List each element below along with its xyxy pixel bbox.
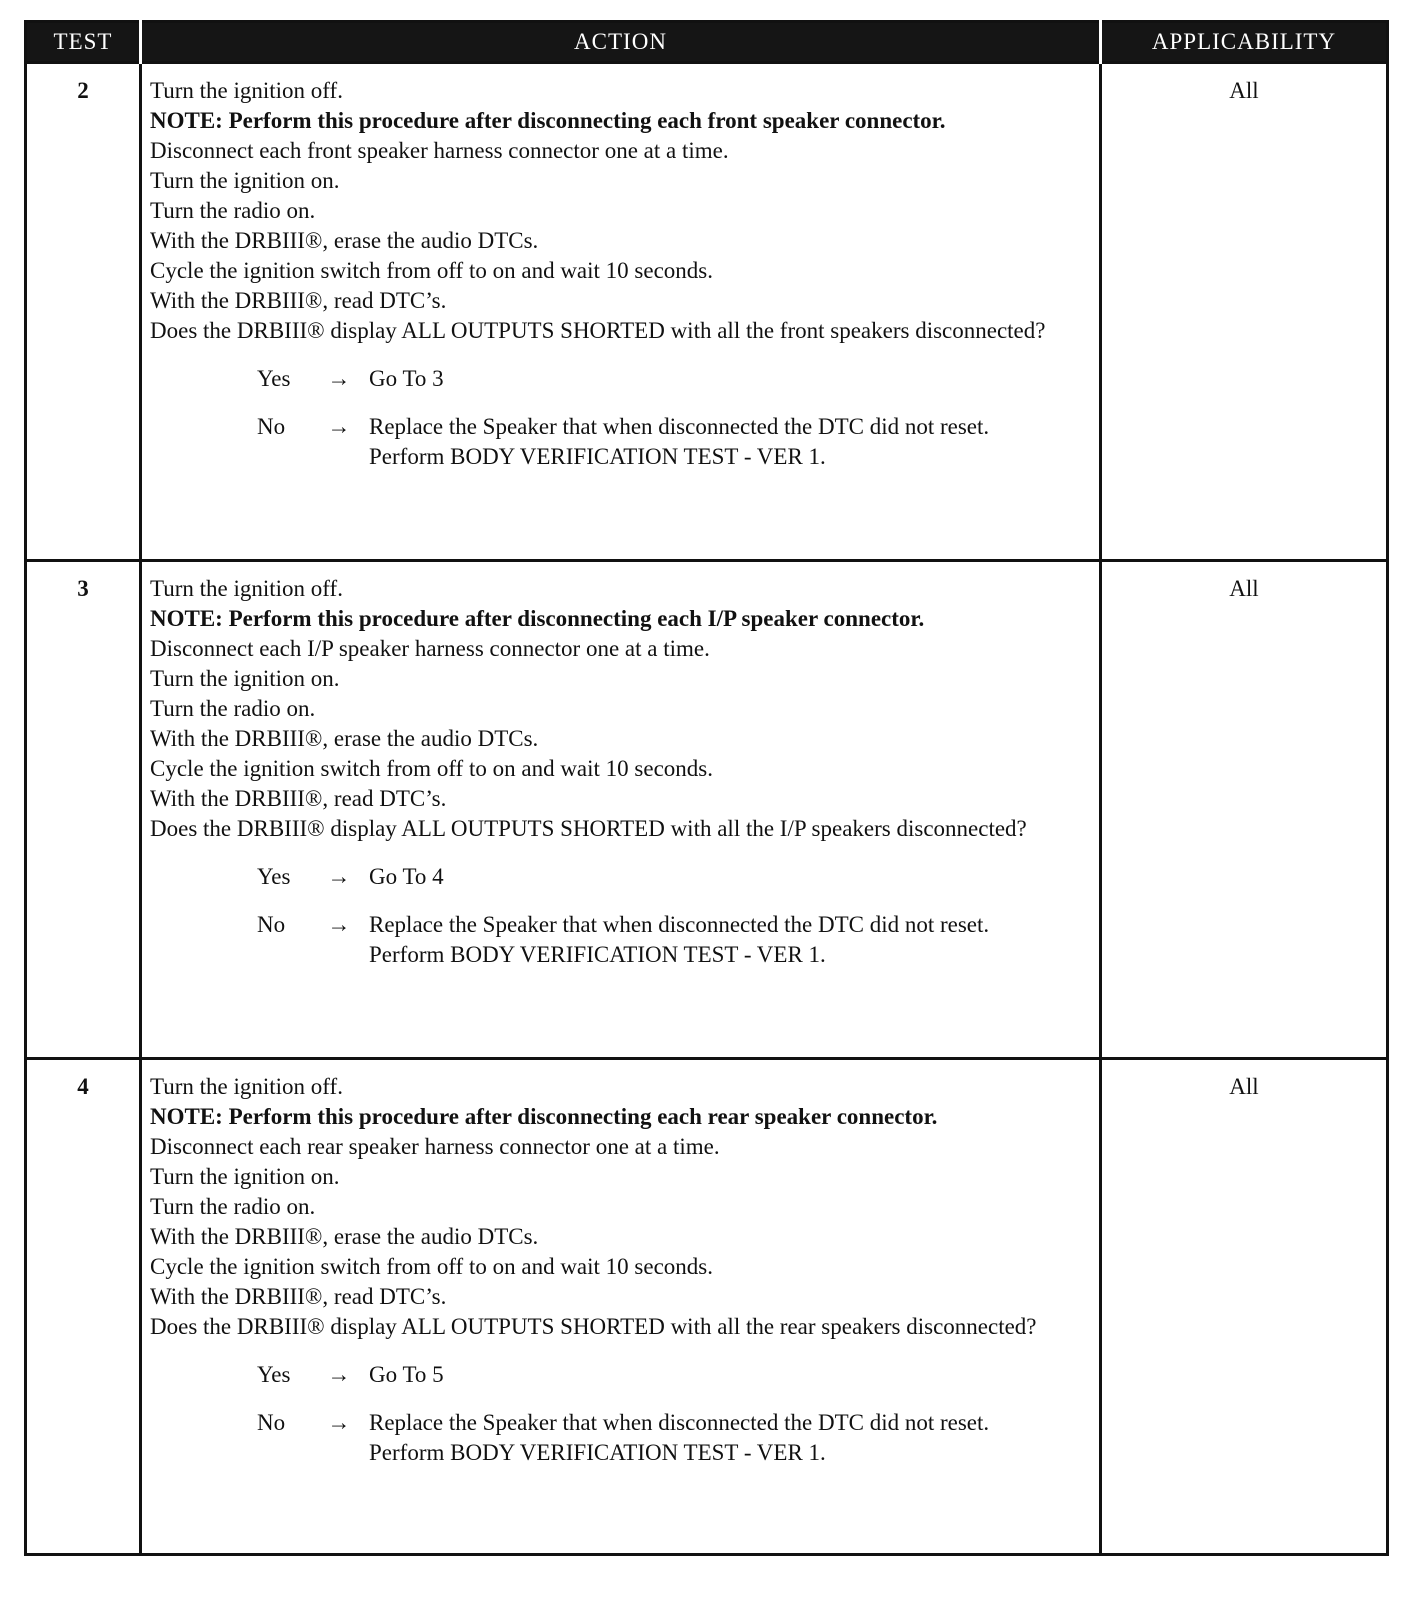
action-question: Does the DRBIII® display ALL OUTPUTS SHORTED with all the I/P speakers disconnected? xyxy=(150,816,1027,841)
outcome-text-line: Perform BODY VERIFICATION TEST - VER 1. xyxy=(369,942,826,967)
outcome-text-line: Replace the Speaker that when disconnected the DTC did not reset. xyxy=(369,414,990,439)
outcome-no xyxy=(150,1408,1089,1468)
right-arrow-icon: → xyxy=(327,366,351,391)
test-number: 4 xyxy=(26,1059,141,1555)
outcome-label: No xyxy=(257,414,286,439)
action-step: Turn the ignition off. xyxy=(150,576,343,601)
test-number: 2 xyxy=(26,63,141,561)
outcome-label: Yes xyxy=(257,864,291,889)
outcome-text xyxy=(369,1408,1089,1468)
action-question: Does the DRBIII® display ALL OUTPUTS SHORTED with all the rear speakers disconnected? xyxy=(150,1314,1037,1339)
action-note: NOTE: Perform this procedure after disconnecting each front speaker connector. xyxy=(150,108,946,133)
action-step: With the DRBIII®, read DTC’s. xyxy=(150,786,447,811)
outcome-text xyxy=(369,412,1089,472)
action-step: Disconnect each front speaker harness connector one at a time. xyxy=(150,138,729,163)
action-step: Turn the radio on. xyxy=(150,198,316,223)
outcome-text: Go To 3 xyxy=(369,366,444,391)
action-step: With the DRBIII®, erase the audio DTCs. xyxy=(150,1224,539,1249)
action-step: Cycle the ignition switch from off to on and wait 10 seconds. xyxy=(150,756,713,781)
outcome-text-line: Replace the Speaker that when disconnected the DTC did not reset. xyxy=(369,1410,990,1435)
action-step: With the DRBIII®, read DTC’s. xyxy=(150,288,447,313)
table-row xyxy=(26,561,1388,1059)
action-step: Turn the ignition on. xyxy=(150,1164,340,1189)
outcome-text-line: Perform BODY VERIFICATION TEST - VER 1. xyxy=(369,444,826,469)
action-cell xyxy=(141,63,1101,561)
action-question: Does the DRBIII® display ALL OUTPUTS SHORTED with all the front speakers disconnected? xyxy=(150,318,1046,343)
action-step: Turn the radio on. xyxy=(150,1194,316,1219)
outcome-yes xyxy=(150,364,1089,394)
action-step: Turn the ignition on. xyxy=(150,168,340,193)
action-step: With the DRBIII®, read DTC’s. xyxy=(150,1284,447,1309)
outcome-text: Go To 5 xyxy=(369,1362,444,1387)
applicability-value: All xyxy=(1101,1059,1388,1555)
outcome-text-line: Perform BODY VERIFICATION TEST - VER 1. xyxy=(369,1440,826,1465)
outcome-text-line: Replace the Speaker that when disconnected the DTC did not reset. xyxy=(369,912,990,937)
outcome-yes xyxy=(150,862,1089,892)
action-step: Turn the radio on. xyxy=(150,696,316,721)
action-step: Turn the ignition off. xyxy=(150,1074,343,1099)
applicability-value: All xyxy=(1101,561,1388,1059)
action-step: Disconnect each rear speaker harness connector one at a time. xyxy=(150,1134,720,1159)
action-step: With the DRBIII®, erase the audio DTCs. xyxy=(150,726,539,751)
right-arrow-icon: → xyxy=(327,1410,351,1435)
action-step: Disconnect each I/P speaker harness connector one at a time. xyxy=(150,636,710,661)
outcome-label: No xyxy=(257,912,286,937)
header-action: ACTION xyxy=(141,22,1101,63)
right-arrow-icon: → xyxy=(327,912,351,937)
header-test: TEST xyxy=(26,22,141,63)
outcome-label: Yes xyxy=(257,366,291,391)
header-applicability: APPLICABILITY xyxy=(1101,22,1388,63)
table-row xyxy=(26,1059,1388,1555)
table-row xyxy=(26,63,1388,561)
action-note: NOTE: Perform this procedure after disconnecting each rear speaker connector. xyxy=(150,1104,938,1129)
action-step: Turn the ignition off. xyxy=(150,78,343,103)
outcome-no xyxy=(150,910,1089,970)
outcome-text xyxy=(369,910,1089,970)
right-arrow-icon: → xyxy=(327,864,351,889)
test-number: 3 xyxy=(26,561,141,1059)
diagnostic-test-table xyxy=(24,20,1389,1556)
action-step: Cycle the ignition switch from off to on and wait 10 seconds. xyxy=(150,258,713,283)
table-header-row xyxy=(26,22,1388,63)
outcome-label: No xyxy=(257,1410,286,1435)
outcome-text: Go To 4 xyxy=(369,864,444,889)
right-arrow-icon: → xyxy=(327,1362,351,1387)
applicability-value: All xyxy=(1101,63,1388,561)
action-note: NOTE: Perform this procedure after disconnecting each I/P speaker connector. xyxy=(150,606,925,631)
outcome-no xyxy=(150,412,1089,472)
outcome-label: Yes xyxy=(257,1362,291,1387)
action-step: Cycle the ignition switch from off to on and wait 10 seconds. xyxy=(150,1254,713,1279)
right-arrow-icon: → xyxy=(327,414,351,439)
action-cell xyxy=(141,1059,1101,1555)
action-step: Turn the ignition on. xyxy=(150,666,340,691)
action-step: With the DRBIII®, erase the audio DTCs. xyxy=(150,228,539,253)
action-cell xyxy=(141,561,1101,1059)
outcome-yes xyxy=(150,1360,1089,1390)
